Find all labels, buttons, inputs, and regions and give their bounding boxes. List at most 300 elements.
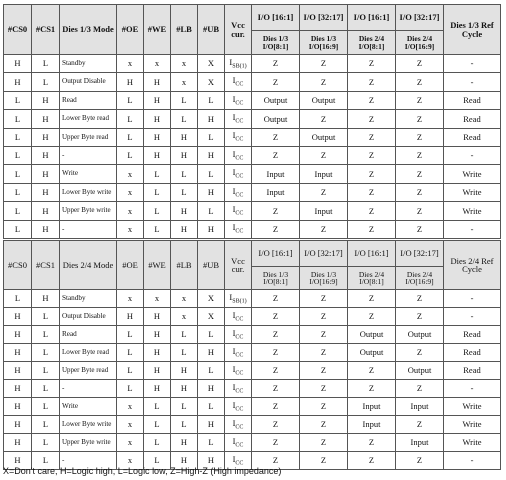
cell-we: H: [144, 308, 171, 326]
cell-cs0: L: [4, 183, 32, 201]
table-row: [4, 165, 501, 183]
cell-we: H: [144, 146, 171, 164]
cell-io4: Z: [396, 128, 444, 146]
cell-io2: Output: [300, 128, 348, 146]
cell-mode: Standby: [60, 290, 117, 308]
cell-io4: Z: [396, 290, 444, 308]
cell-vcc: $I_{CC}$: [225, 326, 252, 344]
header-lb: #LB: [171, 241, 198, 290]
cell-mode: Output Disable: [60, 308, 117, 326]
cell-io4: Z: [396, 380, 444, 398]
cell-oe: L: [117, 146, 144, 164]
cell-cs0: H: [4, 344, 32, 362]
cell-ref: Read: [444, 344, 501, 362]
cell-ref: -: [444, 380, 501, 398]
cell-we: H: [144, 73, 171, 91]
cell-mode: -: [60, 380, 117, 398]
cell-lb: L: [171, 344, 198, 362]
cell-io3: Z: [348, 55, 396, 73]
header-ref-cycle: Dies 2/4 Ref Cycle: [444, 241, 501, 290]
cell-ub: X: [198, 55, 225, 73]
cell-io1: Z: [252, 398, 300, 416]
table-row: [4, 290, 501, 308]
cell-we: x: [144, 55, 171, 73]
table-row: [4, 434, 501, 452]
cell-io3: Z: [348, 146, 396, 164]
cell-io2: Z: [300, 452, 348, 470]
cell-cs1: L: [32, 308, 60, 326]
cell-ref: Write: [444, 165, 501, 183]
cell-ref: Write: [444, 183, 501, 201]
cell-ref: Read: [444, 91, 501, 109]
cell-oe: H: [117, 308, 144, 326]
cell-lb: L: [171, 165, 198, 183]
cell-io4: Output: [396, 326, 444, 344]
cell-io2: Z: [300, 416, 348, 434]
header-io-sub: Dies 2/4 I/O[16:9]: [396, 267, 444, 290]
cell-vcc: $I_{CC}$: [225, 398, 252, 416]
cell-lb: H: [171, 362, 198, 380]
cell-io1: Z: [252, 290, 300, 308]
cell-vcc: $I_{CC}$: [225, 434, 252, 452]
cell-lb: H: [171, 146, 198, 164]
cell-lb: x: [171, 73, 198, 91]
header-cs0: #CS0: [4, 241, 32, 290]
cell-oe: x: [117, 398, 144, 416]
cell-io1: Z: [252, 416, 300, 434]
cell-mode: -: [60, 220, 117, 238]
cell-io2: Z: [300, 380, 348, 398]
cell-ref: -: [444, 308, 501, 326]
cell-cs0: L: [4, 202, 32, 220]
cell-io3: Z: [348, 128, 396, 146]
cell-oe: L: [117, 110, 144, 128]
cell-io4: Z: [396, 308, 444, 326]
cell-oe: L: [117, 362, 144, 380]
cell-mode: Read: [60, 326, 117, 344]
cell-cs1: L: [32, 326, 60, 344]
cell-mode: Lower Byte write: [60, 183, 117, 201]
cell-ref: Read: [444, 326, 501, 344]
cell-lb: x: [171, 308, 198, 326]
cell-oe: x: [117, 434, 144, 452]
cell-cs1: L: [32, 362, 60, 380]
cell-oe: L: [117, 326, 144, 344]
cell-io4: Z: [396, 452, 444, 470]
cell-io3: Z: [348, 362, 396, 380]
cell-io2: Z: [300, 183, 348, 201]
cell-io1: Z: [252, 452, 300, 470]
cell-io2: Z: [300, 434, 348, 452]
cell-we: H: [144, 128, 171, 146]
cell-io3: Z: [348, 73, 396, 91]
cell-io3: Z: [348, 452, 396, 470]
cell-ub: H: [198, 452, 225, 470]
cell-io1: Output: [252, 110, 300, 128]
cell-io1: Z: [252, 202, 300, 220]
cell-cs1: H: [32, 128, 60, 146]
cell-ref: Write: [444, 434, 501, 452]
cell-io2: Z: [300, 308, 348, 326]
header-io-sub: Dies 1/3 I/O[16:9]: [300, 31, 348, 55]
cell-lb: H: [171, 452, 198, 470]
cell-ref: Write: [444, 416, 501, 434]
cell-cs0: L: [4, 220, 32, 238]
cell-io4: Z: [396, 73, 444, 91]
header-io-top: I/O [32:17]: [396, 241, 444, 267]
cell-we: L: [144, 416, 171, 434]
cell-oe: x: [117, 55, 144, 73]
cell-mode: Upper Byte write: [60, 202, 117, 220]
cell-mode: Write: [60, 165, 117, 183]
cell-cs0: L: [4, 290, 32, 308]
cell-oe: L: [117, 380, 144, 398]
cell-vcc: $I_{CC}$: [225, 73, 252, 91]
cell-io2: Z: [300, 344, 348, 362]
cell-mode: -: [60, 146, 117, 164]
cell-we: L: [144, 202, 171, 220]
cell-lb: H: [171, 380, 198, 398]
cell-cs1: H: [32, 220, 60, 238]
cell-cs1: H: [32, 146, 60, 164]
cell-lb: x: [171, 55, 198, 73]
cell-vcc: $I_{CC}$: [225, 202, 252, 220]
cell-io3: Z: [348, 434, 396, 452]
cell-oe: x: [117, 165, 144, 183]
cell-ref: Read: [444, 362, 501, 380]
table-row: [4, 362, 501, 380]
cell-cs1: L: [32, 398, 60, 416]
cell-io3: Z: [348, 308, 396, 326]
header-oe: #OE: [117, 241, 144, 290]
cell-ub: L: [198, 398, 225, 416]
header-io-sub: Dies 1/3 I/O[16:9]: [300, 267, 348, 290]
cell-cs0: H: [4, 380, 32, 398]
cell-ref: -: [444, 452, 501, 470]
cell-ub: H: [198, 110, 225, 128]
header-ref-cycle: Dies 1/3 Ref Cycle: [444, 5, 501, 55]
cell-io4: Z: [396, 165, 444, 183]
cell-ub: L: [198, 362, 225, 380]
cell-ub: L: [198, 202, 225, 220]
cell-cs1: L: [32, 380, 60, 398]
cell-cs0: L: [4, 146, 32, 164]
cell-cs1: H: [32, 290, 60, 308]
truth-table-dies-2-4: [3, 240, 501, 470]
cell-oe: x: [117, 220, 144, 238]
header-io-sub: Dies 2/4 I/O[16:9]: [396, 31, 444, 55]
table-row: [4, 202, 501, 220]
cell-mode: Read: [60, 91, 117, 109]
cell-io1: Z: [252, 344, 300, 362]
table-row: [4, 416, 501, 434]
header-io-top: I/O [32:17]: [300, 241, 348, 267]
cell-io2: Z: [300, 290, 348, 308]
cell-mode: Upper Byte write: [60, 434, 117, 452]
cell-oe: H: [117, 73, 144, 91]
cell-io3: Z: [348, 183, 396, 201]
cell-io2: Z: [300, 362, 348, 380]
cell-lb: H: [171, 220, 198, 238]
cell-cs0: L: [4, 165, 32, 183]
cell-ref: Read: [444, 128, 501, 146]
cell-io1: Z: [252, 380, 300, 398]
cell-io1: Z: [252, 308, 300, 326]
cell-we: L: [144, 434, 171, 452]
cell-cs0: H: [4, 326, 32, 344]
cell-lb: H: [171, 434, 198, 452]
cell-we: H: [144, 91, 171, 109]
cell-io4: Z: [396, 220, 444, 238]
cell-ref: Write: [444, 398, 501, 416]
cell-ref: Write: [444, 202, 501, 220]
cell-vcc: $I_{CC}$: [225, 91, 252, 109]
cell-vcc: $I_{CC}$: [225, 128, 252, 146]
cell-ub: L: [198, 326, 225, 344]
cell-io2: Z: [300, 55, 348, 73]
cell-ub: L: [198, 91, 225, 109]
cell-io1: Z: [252, 146, 300, 164]
cell-lb: L: [171, 326, 198, 344]
cell-we: H: [144, 344, 171, 362]
cell-io1: Z: [252, 220, 300, 238]
cell-ub: X: [198, 73, 225, 91]
cell-ub: H: [198, 380, 225, 398]
header-vcc: Vcc cur.: [225, 5, 252, 55]
cell-io3: Z: [348, 380, 396, 398]
cell-ref: -: [444, 73, 501, 91]
cell-ub: X: [198, 308, 225, 326]
cell-cs1: H: [32, 165, 60, 183]
cell-ub: H: [198, 220, 225, 238]
header-vcc: Vcc cur.: [225, 241, 252, 290]
cell-io3: Output: [348, 326, 396, 344]
cell-vcc: $I_{CC}$: [225, 110, 252, 128]
cell-vcc: $I_{SB(1)}$: [225, 290, 252, 308]
cell-cs0: H: [4, 416, 32, 434]
cell-io4: Z: [396, 183, 444, 201]
header-io-top: I/O [16:1]: [348, 241, 396, 267]
cell-io3: Input: [348, 416, 396, 434]
cell-io4: Z: [396, 55, 444, 73]
cell-mode: Standby: [60, 55, 117, 73]
cell-vcc: $I_{SB(1)}$: [225, 55, 252, 73]
cell-io2: Input: [300, 165, 348, 183]
header-cs1: #CS1: [32, 241, 60, 290]
cell-lb: L: [171, 110, 198, 128]
cell-io3: Input: [348, 398, 396, 416]
table-row: [4, 146, 501, 164]
cell-cs0: H: [4, 55, 32, 73]
header-io-top: I/O [16:1]: [348, 5, 396, 31]
cell-ref: -: [444, 290, 501, 308]
cell-io1: Input: [252, 165, 300, 183]
table-row: [4, 55, 501, 73]
cell-we: L: [144, 398, 171, 416]
cell-io4: Z: [396, 416, 444, 434]
table-row: [4, 128, 501, 146]
cell-oe: L: [117, 91, 144, 109]
cell-ref: -: [444, 146, 501, 164]
cell-cs0: L: [4, 128, 32, 146]
table-row: [4, 398, 501, 416]
header-io-top: I/O [32:17]: [300, 5, 348, 31]
header-io-sub: Dies 1/3 I/O[8:1]: [252, 267, 300, 290]
header-cs0: #CS0: [4, 5, 32, 55]
cell-ub: H: [198, 344, 225, 362]
cell-lb: L: [171, 398, 198, 416]
cell-vcc: $I_{CC}$: [225, 146, 252, 164]
cell-io3: Z: [348, 110, 396, 128]
cell-mode: Write: [60, 398, 117, 416]
cell-lb: L: [171, 416, 198, 434]
cell-io3: Z: [348, 91, 396, 109]
cell-lb: L: [171, 183, 198, 201]
cell-io4: Z: [396, 110, 444, 128]
cell-mode: Output Disable: [60, 73, 117, 91]
cell-io2: Z: [300, 73, 348, 91]
table-row: [4, 183, 501, 201]
cell-io2: Output: [300, 91, 348, 109]
cell-cs1: L: [32, 416, 60, 434]
cell-io1: Output: [252, 91, 300, 109]
cell-we: H: [144, 110, 171, 128]
cell-vcc: $I_{CC}$: [225, 183, 252, 201]
cell-oe: x: [117, 202, 144, 220]
table-row: [4, 110, 501, 128]
cell-io2: Z: [300, 326, 348, 344]
cell-cs1: L: [32, 452, 60, 470]
cell-io3: Z: [348, 290, 396, 308]
cell-lb: H: [171, 128, 198, 146]
cell-io4: Output: [396, 362, 444, 380]
cell-lb: H: [171, 202, 198, 220]
cell-io2: Z: [300, 110, 348, 128]
cell-io1: Z: [252, 128, 300, 146]
cell-lb: x: [171, 290, 198, 308]
cell-cs0: L: [4, 110, 32, 128]
cell-mode: Upper Byte read: [60, 128, 117, 146]
cell-we: H: [144, 380, 171, 398]
header-mode: Dies 2/4 Mode: [60, 241, 117, 290]
header-mode: Dies 1/3 Mode: [60, 5, 117, 55]
cell-oe: x: [117, 183, 144, 201]
cell-cs1: H: [32, 110, 60, 128]
cell-cs0: H: [4, 434, 32, 452]
cell-we: L: [144, 452, 171, 470]
cell-we: H: [144, 326, 171, 344]
cell-io3: Z: [348, 165, 396, 183]
cell-we: H: [144, 362, 171, 380]
cell-cs0: H: [4, 452, 32, 470]
cell-io1: Z: [252, 55, 300, 73]
cell-cs0: L: [4, 91, 32, 109]
header-we: #WE: [144, 5, 171, 55]
cell-io4: Z: [396, 146, 444, 164]
header-ub: #UB: [198, 241, 225, 290]
cell-oe: L: [117, 344, 144, 362]
table-row: [4, 91, 501, 109]
cell-mode: Upper Byte read: [60, 362, 117, 380]
cell-io1: Z: [252, 73, 300, 91]
cell-cs0: H: [4, 362, 32, 380]
cell-we: x: [144, 290, 171, 308]
header-io-sub: Dies 2/4 I/O[8:1]: [348, 31, 396, 55]
cell-ub: H: [198, 416, 225, 434]
cell-io1: Input: [252, 183, 300, 201]
header-io-sub: Dies 2/4 I/O[8:1]: [348, 267, 396, 290]
cell-io4: Z: [396, 344, 444, 362]
cell-ub: L: [198, 128, 225, 146]
table-row: [4, 220, 501, 238]
cell-io4: Input: [396, 434, 444, 452]
table-row: [4, 344, 501, 362]
header-io-top: I/O [16:1]: [252, 241, 300, 267]
cell-io2: Z: [300, 146, 348, 164]
cell-ub: L: [198, 165, 225, 183]
cell-io1: Z: [252, 326, 300, 344]
cell-ub: H: [198, 183, 225, 201]
cell-io4: Input: [396, 398, 444, 416]
cell-vcc: $I_{CC}$: [225, 452, 252, 470]
cell-vcc: $I_{CC}$: [225, 308, 252, 326]
cell-io3: Z: [348, 220, 396, 238]
cell-io1: Z: [252, 362, 300, 380]
header-oe: #OE: [117, 5, 144, 55]
header-io-top: I/O [16:1]: [252, 5, 300, 31]
cell-io3: Output: [348, 344, 396, 362]
cell-io1: Z: [252, 434, 300, 452]
cell-vcc: $I_{CC}$: [225, 344, 252, 362]
cell-we: L: [144, 220, 171, 238]
cell-io4: Z: [396, 202, 444, 220]
cell-oe: x: [117, 290, 144, 308]
cell-vcc: $I_{CC}$: [225, 165, 252, 183]
cell-cs1: H: [32, 91, 60, 109]
table-row: [4, 380, 501, 398]
cell-vcc: $I_{CC}$: [225, 362, 252, 380]
header-io-top: I/O [32:17]: [396, 5, 444, 31]
header-io-sub: Dies 1/3 I/O[8:1]: [252, 31, 300, 55]
table-row: [4, 326, 501, 344]
cell-io4: Z: [396, 91, 444, 109]
cell-io2: Input: [300, 202, 348, 220]
cell-cs1: H: [32, 183, 60, 201]
table-row: [4, 73, 501, 91]
cell-cs1: H: [32, 202, 60, 220]
cell-we: L: [144, 165, 171, 183]
cell-cs1: L: [32, 434, 60, 452]
cell-io3: Z: [348, 202, 396, 220]
cell-cs1: L: [32, 55, 60, 73]
header-ub: #UB: [198, 5, 225, 55]
cell-oe: x: [117, 416, 144, 434]
cell-ub: X: [198, 290, 225, 308]
cell-ub: H: [198, 146, 225, 164]
cell-cs0: H: [4, 398, 32, 416]
header-we: #WE: [144, 241, 171, 290]
truth-table-dies-1-3: [3, 4, 501, 239]
cell-mode: -: [60, 452, 117, 470]
cell-ref: Read: [444, 110, 501, 128]
cell-lb: L: [171, 91, 198, 109]
cell-oe: x: [117, 452, 144, 470]
cell-mode: Lower Byte read: [60, 344, 117, 362]
header-cs1: #CS1: [32, 5, 60, 55]
cell-mode: Lower Byte read: [60, 110, 117, 128]
cell-oe: L: [117, 128, 144, 146]
cell-mode: Lower Byte write: [60, 416, 117, 434]
